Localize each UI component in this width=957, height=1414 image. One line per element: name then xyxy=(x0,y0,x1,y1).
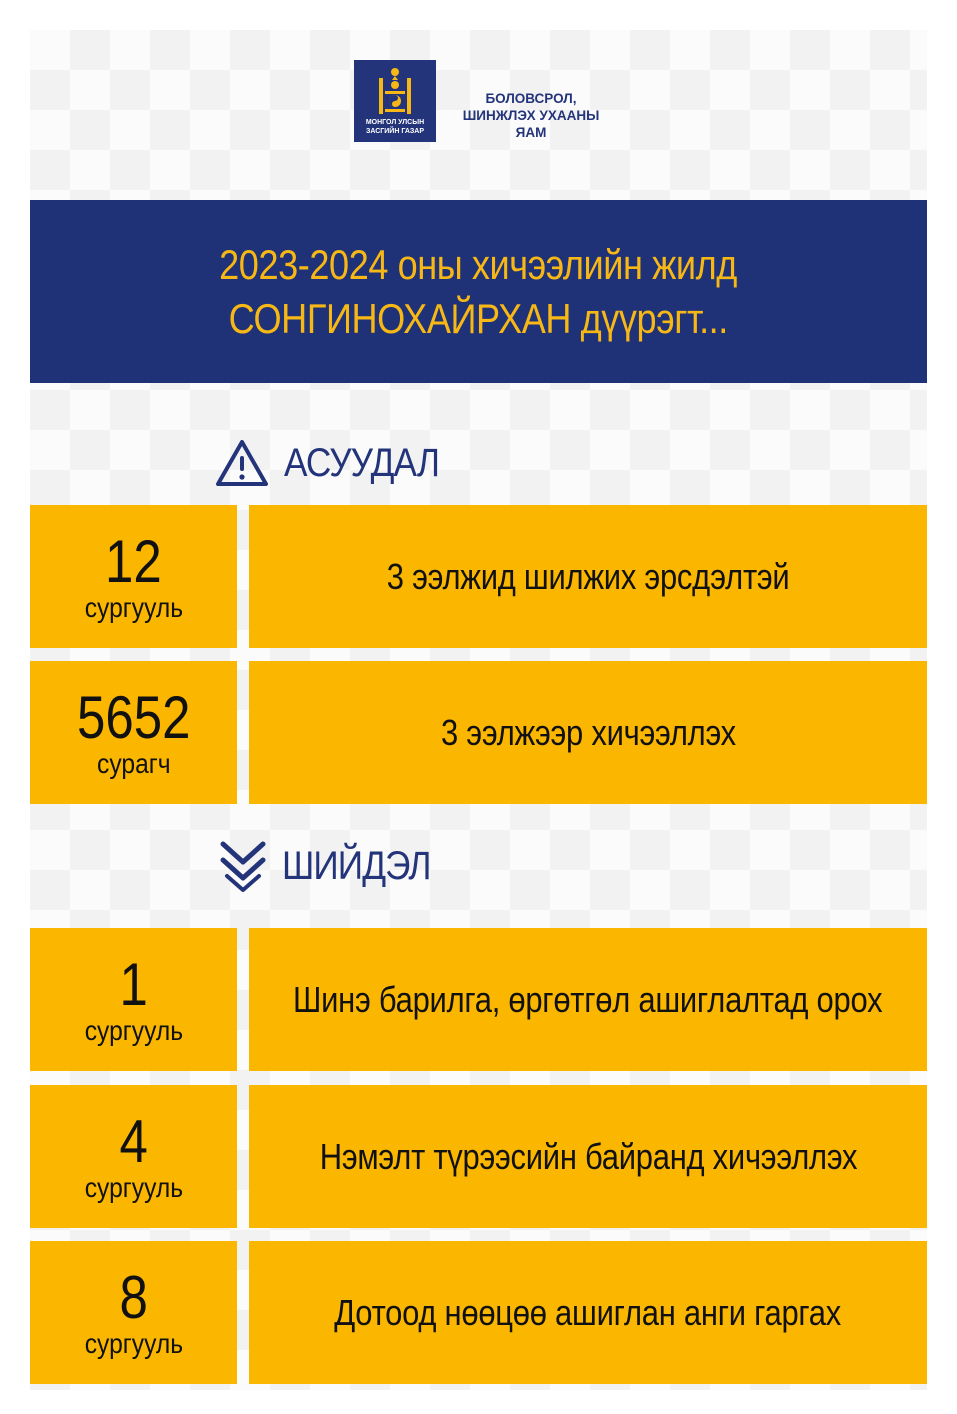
stat-box xyxy=(30,505,237,648)
stat-box xyxy=(30,661,237,804)
description-box xyxy=(249,1241,927,1384)
ministry-name-line3: ЯАМ xyxy=(515,125,547,140)
logo-caption xyxy=(366,118,424,136)
stat-description: Дотоод нөөцөө ашиглан анги гаргах xyxy=(334,1291,842,1333)
stat-box xyxy=(30,928,237,1071)
warning-triangle-icon xyxy=(214,438,270,488)
stat-description: 3 ээлжид шилжих эрсдэлтэй xyxy=(386,555,790,597)
problem-row xyxy=(30,505,927,648)
government-logo xyxy=(354,60,436,142)
stat-unit: сургууль xyxy=(84,1014,183,1046)
title-banner xyxy=(30,200,927,383)
solution-heading xyxy=(218,838,451,894)
double-chevron-down-icon xyxy=(218,838,268,894)
stat-number: 4 xyxy=(119,1107,148,1175)
logo-caption-line2: ЗАСГИЙН ГАЗАР xyxy=(365,128,425,135)
solution-row xyxy=(30,928,927,1071)
ministry-name-line2: ШИНЖЛЭХ УХААНЫ xyxy=(462,108,600,123)
solution-heading-label: ШИЙДЭЛ xyxy=(282,843,431,888)
stat-description: Нэмэлт түрээсийн байранд хичээллэх xyxy=(319,1135,857,1177)
stat-box xyxy=(30,1241,237,1384)
soyombo-emblem-icon xyxy=(375,66,415,116)
banner-title-line1: 2023-2024 оны хичээлийн жилд xyxy=(219,240,738,288)
ministry-name xyxy=(446,90,616,141)
banner-title-line2: СОНГИНОХАЙРХАН дүүрэгт... xyxy=(228,294,729,342)
stat-number: 8 xyxy=(119,1263,148,1331)
stat-description: 3 ээлжээр хичээллэх xyxy=(440,711,736,753)
stat-unit: сургууль xyxy=(84,1171,183,1203)
stat-number: 12 xyxy=(105,527,162,595)
ministry-name-line1: БОЛОВСРОЛ, xyxy=(485,91,577,106)
problem-row xyxy=(30,661,927,804)
description-box xyxy=(249,661,927,804)
problem-heading-label: АСУУДАЛ xyxy=(284,440,440,485)
stat-unit: сурагч xyxy=(96,747,171,779)
stat-unit: сургууль xyxy=(84,591,183,623)
stat-description: Шинэ барилга, өргөтгөл ашиглалтад орох xyxy=(293,978,883,1020)
description-box xyxy=(249,928,927,1071)
solution-row xyxy=(30,1085,927,1228)
description-box xyxy=(249,505,927,648)
description-box xyxy=(249,1085,927,1228)
problem-heading xyxy=(214,438,460,488)
stat-unit: сургууль xyxy=(84,1327,183,1359)
solution-row xyxy=(30,1241,927,1384)
logo-caption-line1: МОНГОЛ УЛСЫН xyxy=(365,119,425,126)
stat-box xyxy=(30,1085,237,1228)
stat-number: 5652 xyxy=(76,683,191,751)
stat-number: 1 xyxy=(119,950,148,1018)
